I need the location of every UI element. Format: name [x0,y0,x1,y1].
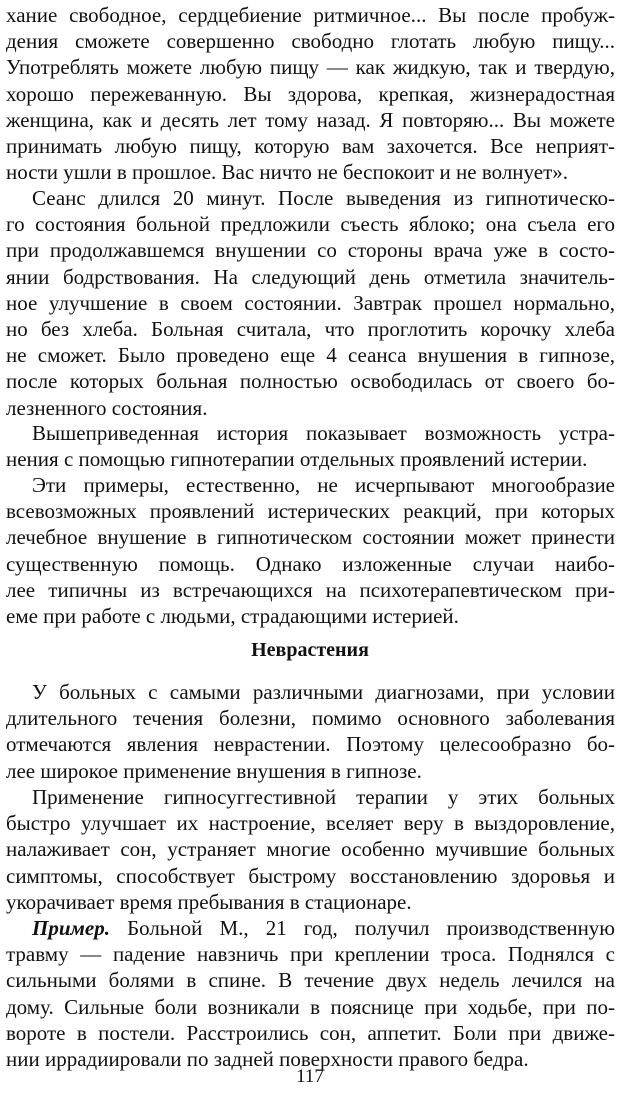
text-line: при продолжавшемся внушении со стороны врача уже в состо- [6,238,615,263]
text-line: отмечаются явления неврастении. Поэтому целесообразно бо- [6,732,615,757]
text-line: но без хлеба. Больная считала, что проглотить корочку хлеба [6,316,615,341]
text-line: нения с помощью гипнотерапии отдельных проявлений истерии. [6,447,588,472]
text-line: хание свободное, сердцебиение ритмичное... Вы после пробуж- [6,3,615,27]
text-line: длительного течения болезни, помимо основного заболевания [6,706,615,731]
text-line: налаживает сон, устраняет многие особенно мучившие больных [6,837,615,862]
example-first-line: Больной М., 21 год, получил производственную [109,916,615,940]
text-line: нии иррадиировали по задней поверхности правого бедра. [6,1046,529,1071]
text-line: не сможет. Было проведено еще 4 сеанса внушения в гипнозе, [6,343,615,368]
paragraph-session [6,185,615,421]
page-number: 117 [296,1066,324,1087]
paragraph-history-summary [6,420,615,472]
paragraph-examples [6,472,615,629]
text-line: Вышеприведенная история показывает возможность устра- [32,421,615,445]
text-line: принимать любую пищу, которую вам захочется. Все неприят- [6,133,615,158]
text-line: янии бодрствования. На следующий день отметила значитель- [6,264,615,289]
text-line: Сеанс длился 20 минут. После выведения из гипнотическо- [32,186,615,210]
text-line: травму — падение навзничь при креплении троса. Поднялся с [6,942,615,967]
paragraph-therapy-effects [6,784,615,915]
text-line: укорачивает время пребывания в стационаре. [6,889,412,914]
text-line: симптомы, способствует быстрому восстановлению здоровья и [6,863,615,888]
text-line: лечебное внушение в гипнотическом состоянии может принести [6,525,615,550]
text-line: женщина, как и десять лет тому назад. Я повторяю... Вы можете [6,107,615,132]
text-line: лее широкое применение внушения в гипнозе. [6,758,422,783]
text-line: го состояния больной предложили съесть яблоко; она съела его [6,212,615,237]
paragraph-neurasthenia-intro [6,679,615,784]
text-line: быстро улучшает их настроение, вселяет веру в выздоровление, [6,811,615,836]
text-line: вороте в постели. Расстроились сон, аппетит. Боли при движе- [6,1020,615,1045]
text-line: ности ушли в прошлое. Вас ничто не беспокоит и не волнует». [6,160,569,185]
text-line: лее типичны из встречающихся на психотерапевтическом при- [6,577,615,602]
text-line: дения сможете совершенно свободно глотать любую пищу... [6,29,615,54]
text-line: ное улучшение в своем состоянии. Завтрак прошел нормально, [6,290,615,315]
paragraph-example-case [6,915,615,1072]
text-line: после которых больная полностью освободилась от своего бо- [6,369,615,394]
text-line: существенную помощь. Однако изложенные случаи наибо- [6,551,615,576]
text-line: Эти примеры, естественно, не исчерпывают многообразие [32,473,615,497]
text-line: еме при работе с людьми, страдающими истерией. [6,603,459,628]
text-line: всевозможных проявлений истерических реакций, при которых [6,499,615,524]
paragraph-quote-continuation [6,2,615,185]
section-heading: Неврастения [251,639,369,661]
text-line: дому. Сильные боли возникали в пояснице при ходьбе, при по- [6,994,615,1019]
text-line [6,915,615,941]
text-line: Употреблять можете любую пищу — как жидкую, так и твердую, [6,55,615,80]
text-line: лезненного состояния. [6,395,208,420]
text-line: сильными болями в спине. В течение двух недель лечился на [6,968,615,993]
text-line: хорошо пережеванную. Вы здорова, крепкая, жизнерадостная [6,81,615,106]
text-line: У больных с самыми различными диагнозами, при условии [32,680,615,704]
text-line: Применение гипносуггестивной терапии у этих больных [32,785,615,809]
example-lead: Пример. [32,916,110,940]
